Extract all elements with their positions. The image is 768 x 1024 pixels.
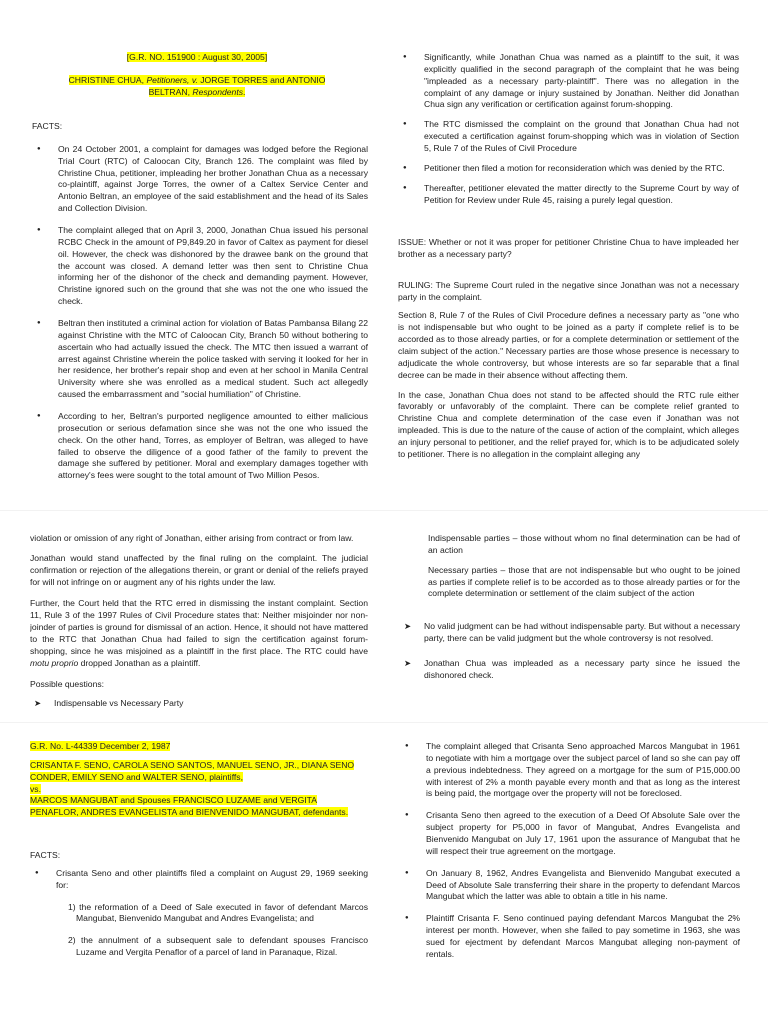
page-separator	[0, 510, 768, 511]
list-item: ➤ Jonathan Chua was impleaded as a necessary party since he issued the dishonored check.	[400, 658, 740, 682]
section8-text: Section 8, Rule 7 of the Rules of Civil Procedure defines a necessary party as "one who is not indispensable but who ought to be joined as a party if complete relief is to be accorded as to those already parties, or for a complete determination or settlement of the claim subject of the action." Necessary parties are those whose presence is necessary to adjudicate the whole controversy, but whose interests are so far separable that a final decree can be made in their absence without affecting them.	[398, 310, 739, 380]
party-definitions	[428, 533, 740, 600]
case1-ruling-section	[398, 237, 739, 461]
facts-heading: FACTS:	[32, 121, 63, 131]
case1-ruling-continued: violation or omission of any right of Jonathan, either arising from contract or from law. Jonathan would stand unaffected by the final ruling on the complaint. The judicial confirmation or rejection of the allegations therein, or grant or denial of the reliefs prayed for will not infringe on or augment any of his rights under the law. Further, the Court held that the RTC erred in dismissing the instant complaint. Section 11, Rule 3 of the 1997 Rules of Civil Procedure states that: Neither misjoinder nor non-joinder of parties is ground for dismissal of an action. Hence, it should not have mattered to the RTC that Jonathan Chua had failed to sign the certification against forum-shopping, since he was misjoined as a plaintiff in the first place. The RTC could have motu proprio dropped Jonathan as a plaintiff. Possible questions: ➤ Indispensable vs Necessary Party	[30, 533, 368, 723]
case2-facts-section	[30, 850, 368, 959]
list-item: ➤ Indispensable vs Necessary Party	[30, 698, 368, 710]
case1-gr-number: [G.R. NO. 151900 : August 30, 2005]	[126, 52, 268, 62]
sub-item-1: 1) the reformation of a Deed of Sale executed in favor of defendant Marcos Mangubat, Bienvenido Mangubat and Andres Evangelista; and	[68, 901, 368, 924]
list-item: ● Petitioner then filed a motion for reconsideration which was denied by the RTC.	[398, 163, 739, 175]
case2-facts-continued	[400, 741, 740, 971]
necessary-definition: Necessary parties – those that are not indispensable but who ought to be joined as parties if complete relief is to be accorded as to those already parties or for the complete determination or settlement of the claim subject of the action	[428, 564, 740, 599]
case1-facts-list	[32, 144, 368, 482]
case2-gr-number: G.R. No. L-44339 December 2, 1987	[30, 741, 171, 751]
case1-points	[400, 621, 740, 694]
sub-item-2: 2) the annulment of a subsequent sale to defendant spouses Francisco Luzame and Vergita Penaflor of a parcel of land in Paranaque, Rizal.	[68, 935, 368, 958]
list-item: ● According to her, Beltran's purported negligence amounted to either malicious prosecution or serious defamation since she was not the one who issued the check. On the other hand, Torres, as employer of Beltran, was alleged to have failed to observe the diligence of a good father of the family to prevent the damage she suffered by petitioner. Moral and exemplary damages together with attorney's fees were sought to the total amount of Two Million Pesos.	[32, 411, 368, 482]
list-item: ● On January 8, 1962, Andres Evangelista and Bienvenido Mangubat executed a Deed of Absolute Sale transferring their share in the property to defendant Marcos Mangubat which the latter was able to obtain a title in his name.	[400, 868, 740, 904]
list-item: ● Thereafter, petitioner elevated the matter directly to the Supreme Court by way of Petition for Review under Rule 45, raising a purely legal question.	[398, 183, 739, 207]
possible-questions-label: Possible questions:	[30, 678, 105, 689]
list-item: ● Plaintiff Crisanta F. Seno continued paying defendant Marcos Mangubat the 2% interest per month. However, when she failed to pay sometime in 1963, she was sued for ejectment by defendant Marcos Mangubat alleging non-payment of rentals.	[400, 913, 740, 960]
list-item: ● Significantly, while Jonathan Chua was named as a plaintiff to the suit, it was explicitly qualified in the second paragraph of the complaint that he was being "impleaded as a necessary party-plaintiff". There was no allegation in the complaint of any damage or injury sustained by Jonathan. Neither did Jonathan Chua sign any verification or certification against forum-shopping.	[398, 52, 739, 111]
case2-header: G.R. No. L-44339 December 2, 1987 CRISANTA F. SENO, CAROLA SENO SANTOS, MANUEL SENO, JR., DIANA SENO CONDER, EMILY SENO and WALTER SENO, plaintiffs, vs. MARCOS MANGUBAT and Spouses FRANCISCO LUZAME and VERGITA PENAFLOR, ANDRES EVANGELISTA and BIENVENIDO MANGUBAT, defendants.	[30, 741, 355, 818]
list-item: ● The complaint alleged that on April 3, 2000, Jonathan Chua issued his personal RCBC Check in the amount of P9,849.20 in favor of Caltex as payment for diesel oil. However, the check was dishonored by the drawee bank on the ground that the account was closed. A demand letter was then sent to Christine Chua informing her of the dishonor of the check and demanding payment. However, Christine ignored such on the ground that she was not the one who issued the check.	[32, 225, 368, 308]
case1-facts-continued	[398, 52, 739, 214]
page-separator	[0, 722, 768, 723]
indispensable-definition: Indispensable parties – those without whom no final determination can be had of an action	[428, 533, 740, 555]
list-item: ● The RTC dismissed the complaint on the ground that Jonathan Chua had not executed a certification against forum-shopping which was in violation of Section 5, Rule 7 of the Rules of Civil Procedure	[398, 119, 739, 155]
case1-header	[32, 52, 362, 99]
case2-defendants: MARCOS MANGUBAT and Spouses FRANCISCO LUZAME and VERGITA PENAFLOR, ANDRES EVANGELISTA and BIENVENIDO MANGUBAT, defendants.	[30, 795, 349, 818]
list-item: ● Beltran then instituted a criminal action for violation of Batas Pambansa Bilang 22 against Christine with the MTC of Caloocan City, Branch 50 without bothering to ascertain who had actually issued the check. The MTC then issued a warrant of arrest against Christine wherein the police tasked with serving it looked for her in her residence, her brother's repair shop and even at her school in Manila Central University where she was enrolled as a medical student. Such act allegedly caused the embarrassment and "social humiliation" of Christine.	[32, 318, 368, 401]
list-item: ● Crisanta Seno then agreed to the execution of a Deed Of Absolute Sale over the subject property for P5,000 in favor of Mangubat, Andres Evangelista and Bienvenido Mangubat on July 17, 1961 upon the assurance of Mangubat that he will respect their true agreement on the mortgage.	[400, 810, 740, 857]
in-the-case-text: In the case, Jonathan Chua does not stand to be affected should the RTC rule either favorably or unfavorably of the complaint. There can be complete relief granted to Christine Chua and complete determination of the case even if Jonathan was not impleaded. This is due to the nature of the cause of action of the complaint, which alleges an injury personal to petitioner, and the relief prayed for, which is to be adjudicated solely to petitioner. There is no allegation in the complaint alleging any	[398, 389, 739, 459]
issue-text: ISSUE: Whether or not it was proper for petitioner Christine Chua to have impleaded her brother as a necessary party?	[398, 237, 739, 259]
list-item: ● On 24 October 2001, a complaint for damages was lodged before the Regional Trial Court (RTC) of Caloocan City, Branch 126. The complaint was filed by Christine Chua, petitioner, impleading her brother Jonathan Chua as a necessary co-plaintiff, against Jorge Torres, the owner of a Caltex Service Center and Antonio Beltran, an employee of the said establishment and the head of its Sales and Collection Division.	[32, 144, 368, 215]
list-item: ● Crisanta Seno and other plaintiffs filed a complaint on August 29, 1969 seeking for:	[30, 868, 368, 892]
ruling-text: RULING: The Supreme Court ruled in the negative since Jonathan was not a necessary party in the complaint.	[398, 279, 739, 302]
case2-plaintiffs: CRISANTA F. SENO, CAROLA SENO SANTOS, MANUEL SENO, JR., DIANA SENO CONDER, EMILY SENO and WALTER SENO, plaintiffs,	[30, 759, 355, 782]
case1-parties: CHRISTINE CHUA, Petitioners, v. JORGE TORRES and ANTONIO BELTRAN, Respondents.	[68, 74, 326, 97]
list-item: ➤ No valid judgment can be had without indispensable party. But without a necessary party, there can be valid judgment but the whole controversy is not resolved.	[400, 621, 740, 645]
list-item: ● The complaint alleged that Crisanta Seno approached Marcos Mangubat in 1961 to negotiate with him a mortgage over the subject parcel of land so she can pay off a previous indebtedness. They agreed on a mortgage for the sum of P15,000.00 with interest of 2% a month payable every month and that as long as the interest is being paid, the mortgage over the property will not be foreclosed.	[400, 741, 740, 800]
case1-facts-section	[32, 121, 368, 492]
facts-heading: FACTS:	[30, 850, 61, 860]
